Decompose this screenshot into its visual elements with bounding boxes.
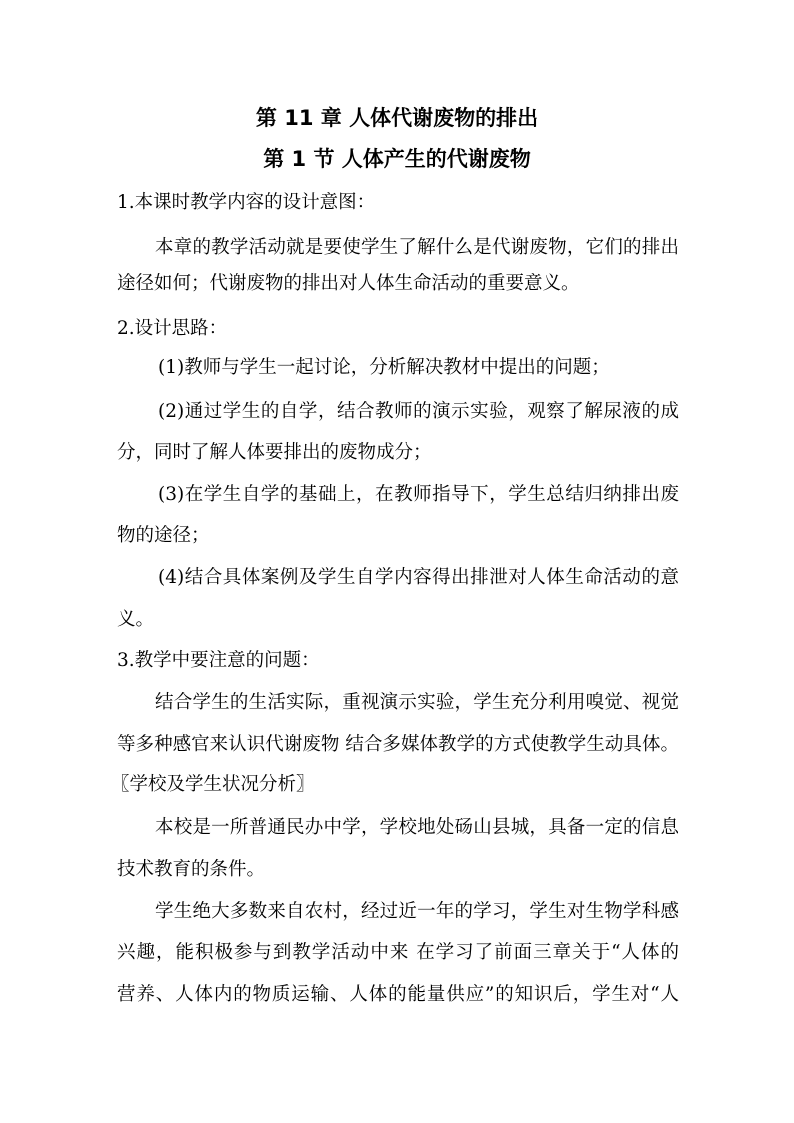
- paragraph-line: 本校是一所普通民办中学，学校地处砀山县城，具备一定的信息: [155, 817, 679, 838]
- paragraph-line: 营养、人体内的物质运输、人体的能量供应”的知识后，学生对“人: [117, 984, 679, 1005]
- paragraph-line: 本章的教学活动就是要使学生了解什么是代谢废物，它们的排出: [155, 237, 679, 258]
- list-item: (1)教师与学生一起讨论，分析解决教材中提出的问题；: [158, 357, 610, 378]
- section-title: 第 1 节 人体产生的代谢废物: [263, 147, 531, 171]
- paragraph-line: 兴趣，能积极参与到教学活动中来 在学习了前面三章关于“人体的: [117, 942, 679, 963]
- paragraph-line: 技术教育的条件。: [117, 859, 266, 880]
- heading-school-analysis: 〖学校及学生状况分析〗: [111, 774, 315, 795]
- list-item: (2)通过学生的自学，结合教师的演示实验，观察了解尿液的成: [158, 401, 679, 422]
- chapter-title: 第 11 章 人体代谢废物的排出: [255, 106, 539, 130]
- list-item-continuation: 义。: [117, 609, 155, 630]
- paragraph-line: 结合学生的生活实际，重视演示实验，学生充分利用嗅觉、视觉: [155, 692, 679, 713]
- list-item: (4)结合具体案例及学生自学内容得出排泄对人体生命活动的意: [158, 567, 679, 588]
- list-item: (3)在学生自学的基础上，在教师指导下，学生总结归纳排出废: [158, 484, 679, 505]
- heading-design-intent: 1.本课时教学内容的设计意图：: [117, 192, 376, 213]
- list-item-continuation: 分，同时了解人体要排出的废物成分；: [117, 442, 432, 463]
- heading-design-approach: 2.设计思路：: [117, 318, 228, 339]
- list-item-continuation: 物的途径；: [117, 525, 210, 546]
- paragraph-line: 等多种感官来认识代谢废物 结合多媒体教学的方式使教学生动具体。: [117, 734, 679, 755]
- heading-teaching-notes: 3.教学中要注意的问题：: [117, 650, 320, 671]
- paragraph-line: 途径如何；代谢废物的排出对人体生命活动的重要意义。: [117, 273, 580, 294]
- paragraph-line: 学生绝大多数来自农村，经过近一年的学习，学生对生物学科感: [155, 901, 679, 922]
